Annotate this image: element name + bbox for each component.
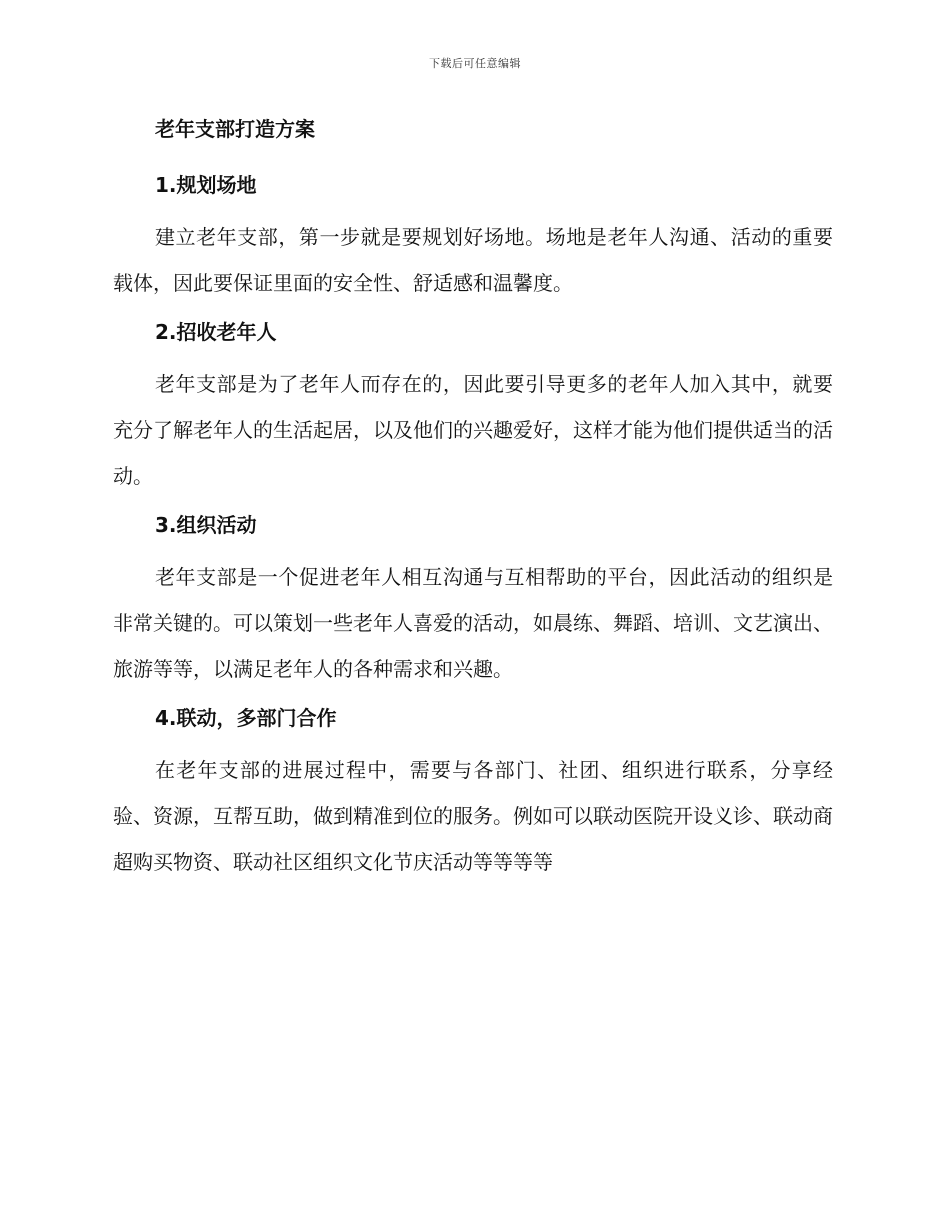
section-paragraph: 建立老年支部，第一步就是要规划好场地。场地是老年人沟通、活动的重要载体，因此要保证里面的安全性、舒适感和温馨度。 bbox=[113, 225, 833, 295]
section-heading: 2.招收老年人 bbox=[155, 320, 277, 344]
document-title: 老年支部打造方案 bbox=[155, 117, 315, 141]
section-paragraph: 老年支部是为了老年人而存在的，因此要引导更多的老年人加入其中，就要充分了解老年人的生活起居，以及他们的兴趣爱好，这样才能为他们提供适当的活动。 bbox=[113, 372, 833, 488]
section-heading: 1.规划场地 bbox=[155, 173, 257, 197]
section-paragraph: 在老年支部的进展过程中，需要与各部门、社团、组织进行联系，分享经验、资源，互帮互助，做到精准到位的服务。例如可以联动医院开设义诊、联动商超购买物资、联动社区组织文化节庆活动等等等等 bbox=[113, 758, 833, 874]
section-paragraph: 老年支部是一个促进老年人相互沟通与互相帮助的平台，因此活动的组织是非常关键的。可以策划一些老年人喜爱的活动，如晨练、舞蹈、培训、文艺演出、旅游等等，以满足老年人的各种需求和兴趣。 bbox=[113, 565, 833, 681]
section-heading: 4.联动，多部门合作 bbox=[155, 706, 337, 730]
section-heading: 3.组织活动 bbox=[155, 513, 257, 537]
document-body bbox=[113, 112, 833, 885]
header-note: 下载后可任意编辑 bbox=[429, 57, 521, 70]
